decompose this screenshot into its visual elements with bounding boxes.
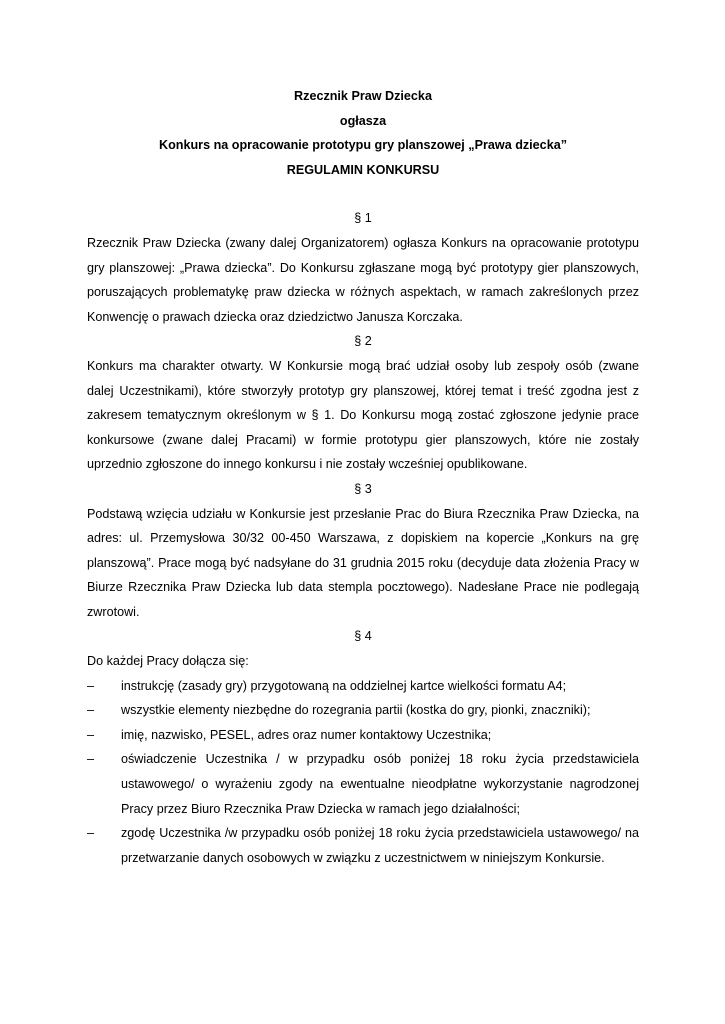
section-text-4: Do każdej Pracy dołącza się:: [87, 654, 249, 669]
list-item-text: imię, nazwisko, PESEL, adres oraz numer kontaktowy Uczestnika;: [121, 727, 492, 742]
dash-bullet: –: [87, 703, 95, 718]
contest-title: Konkurs na opracowanie prototypu gry planszowej „Prawa dziecka”: [159, 138, 567, 153]
list-item: [87, 698, 639, 723]
rules-heading: REGULAMIN KONKURSU: [286, 162, 440, 177]
section-mark-4: § 4: [354, 629, 372, 644]
list-item-text: zgodę Uczestnika /w przypadku osób poniżej 18 roku życia przedstawiciela ustawowego/ na przetwarzanie danych osobowych w związku z uczestnictwem w niniejszym Konkursie.: [121, 826, 639, 865]
list-item: [87, 723, 639, 748]
spacer: [87, 182, 639, 206]
list-item-text: wszystkie elementy niezbędne do rozegrania partii (kostka do gry, pionki, znaczniki);: [121, 703, 591, 718]
list-item-text: instrukcję (zasady gry) przygotowaną na oddzielnej kartce wielkości formatu A4;: [121, 678, 567, 693]
list-item: [87, 747, 639, 821]
section-text-2: Konkurs ma charakter otwarty. W Konkursie mogą brać udział osoby lub zespoły osób (zwane dalej Uczestnikami), które stworzyły prototyp gry planszowej, której temat i treść zgodna jest z zakresem tematycznym określonym w § 1. Do Konkursu mogą zostać zgłoszone jedynie prace konkursowe (zwane dalej Pracami) w formie prototypu gier planszowych, które nie zostały uprzednio zgłoszone do innego konkursu i nie zostały wcześniej opublikowane.: [87, 358, 639, 472]
section-mark-2: § 2: [354, 334, 372, 349]
section-mark-1: § 1: [354, 211, 372, 226]
list-item-text: oświadczenie Uczestnika / w przypadku osób poniżej 18 roku życia przedstawiciela ustawowego/ o wyrażeniu zgody na ewentualne nieodpłatne wykorzystanie nagrodzonej Pracy przez Biuro Rzecznika Praw Dziecka w ramach jego działalności;: [121, 752, 639, 816]
attachments-list: [87, 674, 639, 871]
dash-bullet: –: [87, 727, 95, 742]
announces-label: ogłasza: [339, 113, 387, 128]
dash-bullet: –: [87, 752, 95, 767]
list-item: [87, 821, 639, 870]
section-text-3: Podstawą wzięcia udziału w Konkursie jest przesłanie Prac do Biura Rzecznika Praw Dziecka, na adres: ul. Przemysłowa 30/32 00-450 Warszawa, z dopiskiem na kopercie „Konkurs na grę planszową”. Prace mogą być nadsyłane do 31 grudnia 2015 roku (decyduje data złożenia Pracy w Biurze Rzecznika Praw Dziecka lub data stempla pocztowego). Nadesłane Prace nie podlegają zwrotowi.: [87, 506, 639, 619]
dash-bullet: –: [87, 826, 95, 841]
section-mark-3: § 3: [354, 481, 372, 496]
list-item: [87, 674, 639, 699]
organizer-title: Rzecznik Praw Dziecka: [294, 89, 432, 103]
section-text-1: Rzecznik Praw Dziecka (zwany dalej Organizatorem) ogłasza Konkurs na opracowanie prototypu gry planszowej: „Prawa dziecka”. Do Konkursu zgłaszane mogą być prototypy gier planszowych, poruszających problematykę praw dziecka w różnych aspektach, w ramach zakreślonych przez Konwencję o prawach dziecka oraz dziedzictwo Janusza Korczaka.: [87, 235, 639, 324]
document-page: [87, 84, 639, 870]
dash-bullet: –: [87, 678, 95, 693]
